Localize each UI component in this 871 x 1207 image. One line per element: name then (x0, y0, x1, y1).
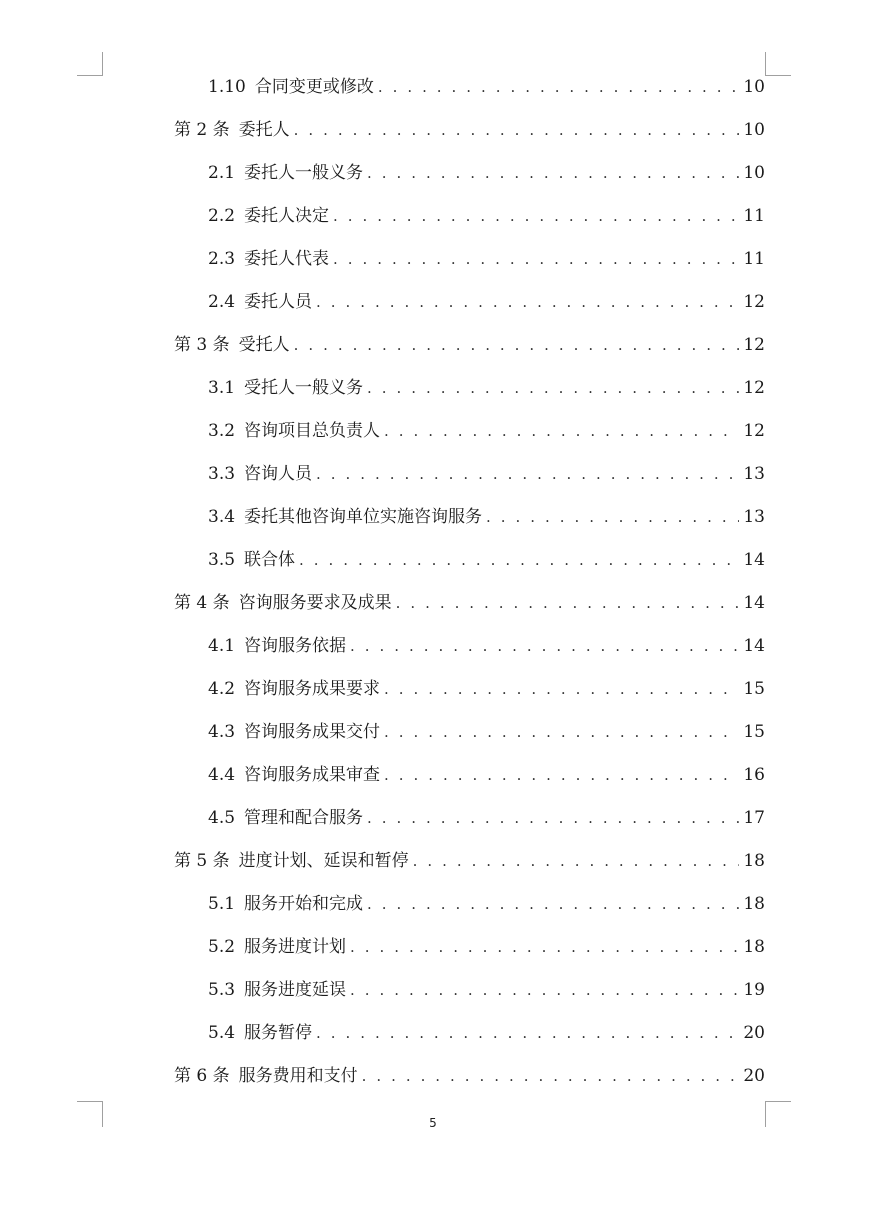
toc-dot-leader (384, 711, 739, 754)
toc-entry-number: 2.2 (208, 206, 236, 226)
toc-dot-leader (350, 625, 739, 668)
toc-entry-page: 12 (743, 378, 765, 398)
toc-entry-page: 17 (743, 808, 765, 828)
toc-entry-number: 第 4 条 (174, 593, 230, 613)
toc-dot-leader (333, 238, 739, 281)
toc-dot-leader (367, 152, 739, 195)
toc-entry-title: 委托人 (238, 120, 290, 140)
toc-entry-title: 进度计划、延误和暂停 (238, 851, 409, 871)
toc-section-entry[interactable] (0, 367, 765, 410)
toc-entry-page: 15 (743, 722, 765, 742)
toc-entry-title: 服务开始和完成 (244, 894, 364, 914)
toc-dot-leader (378, 66, 739, 109)
toc-entry-number: 4.2 (208, 679, 236, 699)
toc-section-entry[interactable] (0, 797, 765, 840)
toc-entry-title: 咨询服务要求及成果 (238, 593, 392, 613)
toc-entry-title: 咨询服务成果要求 (244, 679, 381, 699)
toc-entry-page: 11 (743, 249, 765, 269)
toc-entry-page: 10 (743, 120, 765, 140)
toc-entry-number: 1.10 (208, 77, 246, 97)
toc-entry-title: 联合体 (244, 550, 296, 570)
toc-entry-number: 5.4 (208, 1023, 236, 1043)
toc-entry-title: 受托人一般义务 (244, 378, 364, 398)
toc-entry-title: 受托人 (238, 335, 290, 355)
toc-entry-page: 18 (743, 937, 765, 957)
toc-entry-page: 11 (743, 206, 765, 226)
toc-entry-number: 3.4 (208, 507, 236, 527)
toc-section-entry[interactable] (0, 238, 765, 281)
toc-entry-title: 委托人员 (244, 292, 313, 312)
toc-section-entry[interactable] (0, 281, 765, 324)
toc-dot-leader (486, 496, 739, 539)
toc-section-entry[interactable] (0, 754, 765, 797)
toc-entry-page: 13 (743, 464, 765, 484)
toc-entry-number: 第 5 条 (174, 851, 230, 871)
toc-section-entry[interactable] (0, 195, 765, 238)
toc-entry-page: 20 (743, 1023, 765, 1043)
toc-section-entry[interactable] (0, 453, 765, 496)
toc-entry-page: 20 (743, 1066, 765, 1086)
toc-section-entry[interactable] (0, 152, 765, 195)
toc-entry-title: 管理和配合服务 (244, 808, 364, 828)
toc-dot-leader (362, 1055, 739, 1098)
toc-entry-page: 14 (743, 593, 765, 613)
toc-dot-leader (350, 926, 739, 969)
toc-entry-title: 合同变更或修改 (254, 77, 374, 97)
toc-entry-title: 咨询服务成果审查 (244, 765, 381, 785)
toc-section-entry[interactable] (0, 539, 765, 582)
toc-dot-leader (413, 840, 739, 883)
toc-dot-leader (316, 1012, 739, 1055)
toc-dot-leader (294, 109, 739, 152)
toc-entry-number: 5.2 (208, 937, 236, 957)
toc-entry-page: 14 (743, 636, 765, 656)
toc-entry-number: 3.2 (208, 421, 236, 441)
toc-entry-number: 第 3 条 (174, 335, 230, 355)
toc-entry-title: 咨询项目总负责人 (244, 421, 381, 441)
toc-entry-title: 委托其他咨询单位实施咨询服务 (244, 507, 483, 527)
toc-dot-leader (299, 539, 739, 582)
toc-entry-number: 4.5 (208, 808, 236, 828)
toc-dot-leader (316, 281, 739, 324)
toc-entry-number: 3.3 (208, 464, 236, 484)
toc-dot-leader (384, 754, 739, 797)
toc-dot-leader (384, 410, 739, 453)
toc-chapter-entry[interactable] (0, 1055, 765, 1098)
toc-entry-number: 第 6 条 (174, 1066, 230, 1086)
toc-entry-page: 16 (743, 765, 765, 785)
toc-dot-leader (384, 668, 739, 711)
toc-section-entry[interactable] (0, 66, 765, 109)
toc-section-entry[interactable] (0, 883, 765, 926)
toc-chapter-entry[interactable] (0, 582, 765, 625)
toc-dot-leader (294, 324, 739, 367)
toc-chapter-entry[interactable] (0, 840, 765, 883)
toc-entry-title: 服务费用和支付 (238, 1066, 358, 1086)
toc-entry-number: 3.1 (208, 378, 236, 398)
toc-entry-page: 19 (743, 980, 765, 1000)
toc-entry-number: 第 2 条 (174, 120, 230, 140)
toc-entry-number: 2.1 (208, 163, 236, 183)
toc-section-entry[interactable] (0, 496, 765, 539)
toc-entry-page: 12 (743, 421, 765, 441)
toc-entry-page: 12 (743, 335, 765, 355)
toc-entry-page: 12 (743, 292, 765, 312)
toc-entry-page: 18 (743, 851, 765, 871)
table-of-contents (0, 66, 871, 1098)
toc-entry-number: 5.3 (208, 980, 236, 1000)
toc-entry-number: 2.4 (208, 292, 236, 312)
toc-entry-page: 18 (743, 894, 765, 914)
toc-entry-number: 5.1 (208, 894, 236, 914)
toc-entry-page: 15 (743, 679, 765, 699)
toc-entry-title: 服务进度延误 (244, 980, 347, 1000)
toc-section-entry[interactable] (0, 410, 765, 453)
toc-entry-title: 委托人决定 (244, 206, 330, 226)
toc-section-entry[interactable] (0, 625, 765, 668)
toc-entry-number: 4.4 (208, 765, 236, 785)
toc-section-entry[interactable] (0, 711, 765, 754)
toc-entry-number: 2.3 (208, 249, 236, 269)
toc-section-entry[interactable] (0, 926, 765, 969)
toc-dot-leader (367, 367, 739, 410)
toc-section-entry[interactable] (0, 1012, 765, 1055)
toc-entry-title: 委托人一般义务 (244, 163, 364, 183)
toc-entry-title: 咨询服务成果交付 (244, 722, 381, 742)
toc-dot-leader (367, 797, 739, 840)
toc-entry-title: 委托人代表 (244, 249, 330, 269)
toc-dot-leader (316, 453, 739, 496)
toc-entry-page: 10 (743, 163, 765, 183)
toc-dot-leader (396, 582, 739, 625)
toc-chapter-entry[interactable] (0, 324, 765, 367)
toc-dot-leader (333, 195, 739, 238)
toc-entry-page: 13 (743, 507, 765, 527)
toc-entry-title: 咨询服务依据 (244, 636, 347, 656)
toc-entry-page: 10 (743, 77, 765, 97)
toc-dot-leader (350, 969, 739, 1012)
toc-entry-title: 服务进度计划 (244, 937, 347, 957)
toc-entry-page: 14 (743, 550, 765, 570)
toc-section-entry[interactable] (0, 969, 765, 1012)
toc-dot-leader (367, 883, 739, 926)
toc-section-entry[interactable] (0, 668, 765, 711)
page-number: 5 (429, 1116, 437, 1130)
toc-entry-title: 咨询人员 (244, 464, 313, 484)
toc-entry-title: 服务暂停 (244, 1023, 313, 1043)
toc-entry-number: 4.1 (208, 636, 236, 656)
toc-entry-number: 3.5 (208, 550, 236, 570)
toc-entry-number: 4.3 (208, 722, 236, 742)
toc-chapter-entry[interactable] (0, 109, 765, 152)
